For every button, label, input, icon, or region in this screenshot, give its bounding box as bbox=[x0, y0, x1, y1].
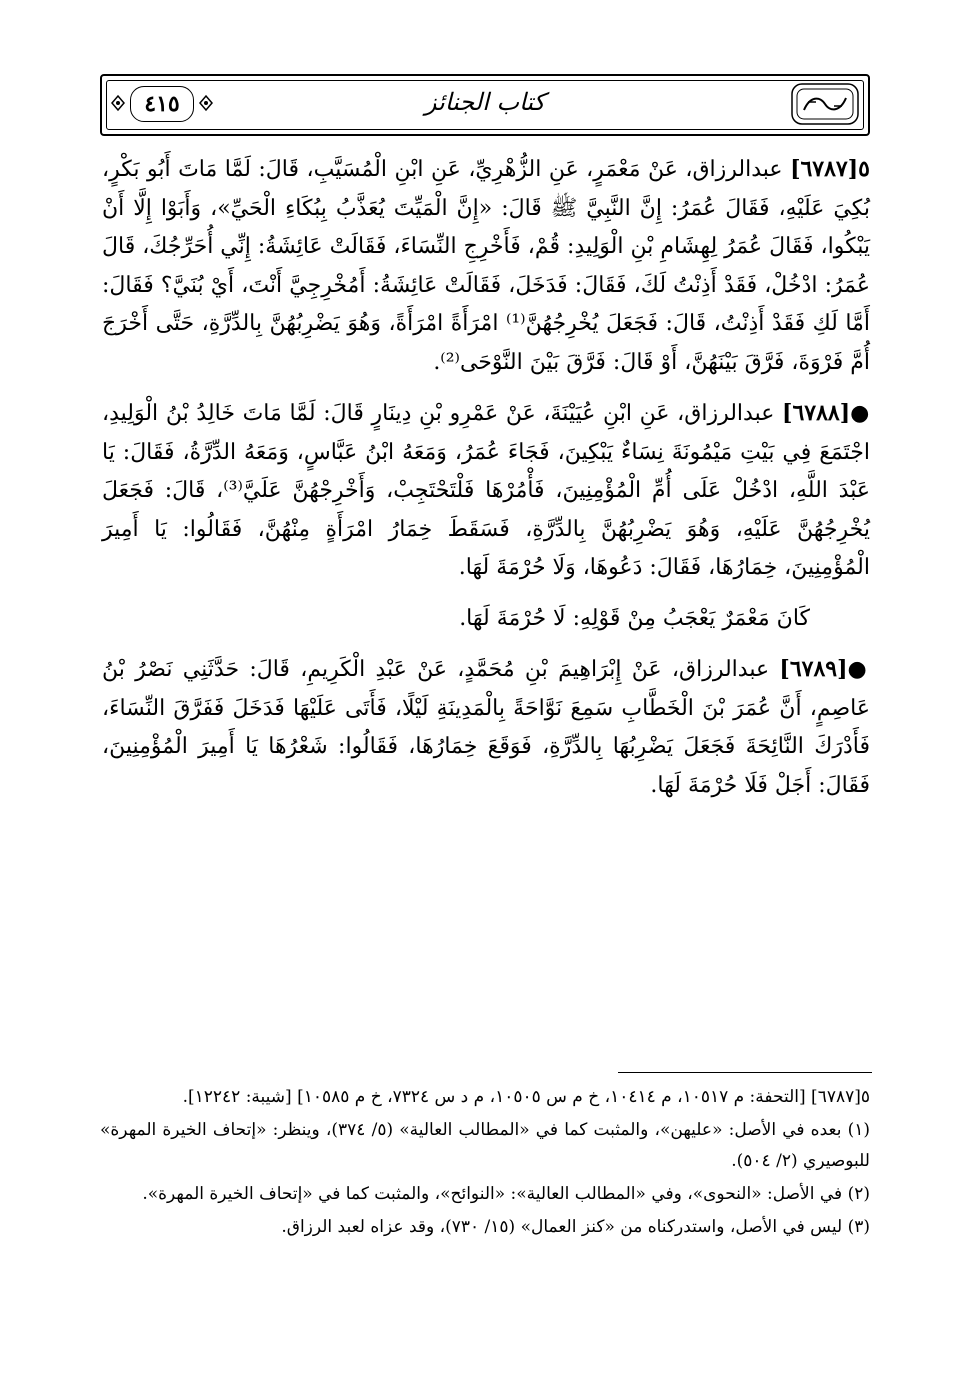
hadith-marker: ● bbox=[847, 656, 870, 682]
footnote bbox=[100, 1115, 870, 1177]
page-number: ٤١٥ bbox=[144, 91, 180, 117]
hadith-entry bbox=[102, 150, 870, 382]
footnote-separator bbox=[618, 1072, 872, 1073]
footnote-label: (٢) bbox=[847, 1184, 870, 1204]
footnote bbox=[100, 1212, 870, 1243]
hadith-text: عبدالرزاق، عَنْ مَعْمَرٍ، عَنِ الزُّهْرِيِّ، عَنِ ابْنِ الْمُسَيَّبِ، قَالَ: لَمَّا مَاتَ أَبُو بَكْرٍ، بُكِيَ عَلَيْهِ، فَقَالَ عُمَرُ: إِنَّ النَّبِيَّ ﷺ قَالَ: «إِنَّ الْمَيِّتَ يُعَذَّبُ بِبُكَاءِ الْحَيِّ»، وَأَبَوْا إِلَّا أَنْ يَبْكُوا، فَقَالَ عُمَرُ لِهِشَامِ بْنِ الْوَلِيدِ: قُمْ، فَأَخْرِجِ النِّسَاءَ، فَقَالَتْ عَائِشَةُ: إِنِّي أُحَرِّجُكَ، قَالَ عُمَرُ: ادْخُلْ، فَقَدْ أَذِنْتُ لَكَ، فَقَالَ: فَدَخَلَ، فَقَالَتْ عَائِشَةُ: أَمُخْرِجِيَّ أَنْتَ، أَيْ بُنَيَّ؟ فَقَالَ: أَمَّا لَكِ فَقَدْ أَذِنْتُ، قَالَ: فَجَعَلَ يُخْرِجُهُنَّ⁽¹⁾ امْرَأَةً امْرَأَةً، وَهُوَ يَضْرِبُهُنَّ بِالدِّرَّةِ، حَتَّى أَخْرَجَ أُمَّ فَرْوَةَ، فَرَّقَ بَيْنَهُنَّ، أَوْ قَالَ: فَرَّقَ بَيْنَ النَّوْحَى⁽²⁾. bbox=[102, 157, 870, 375]
hadith-number: [٦٧٨٩] bbox=[779, 656, 848, 682]
hadith-marker: ٥ bbox=[858, 156, 870, 182]
footnote-text: في الأصل: «النحوى»، وفي «المطالب العالية»: «النوائح»، والمثبت كما في «إتحاف الخيرة المهرة». bbox=[142, 1184, 843, 1204]
footnote-label: (١) bbox=[847, 1120, 871, 1140]
footnote-label: ٥[٦٧٨٧] bbox=[811, 1087, 870, 1107]
page-header bbox=[100, 74, 870, 136]
main-text bbox=[102, 150, 870, 817]
footnote bbox=[100, 1179, 870, 1210]
hadith-text: عبدالرزاق، عَنِ ابْنِ عُيَيْنَةَ، عَنْ عَمْرِو بْنِ دِينَارٍ قَالَ: لَمَّا مَاتَ خَالِدُ بْنُ الْوَلِيدِ، اجْتَمَعَ فِي بَيْتِ مَيْمُونَةَ نِسَاءٌ يَبْكِينَ، فَجَاءَ عُمَرُ، وَمَعَهُ ابْنُ عَبَّاسٍ، وَمَعَهُ الدِّرَّةُ، فَقَالَ: يَا عَبْدَ اللَّهِ، ادْخُلْ عَلَى أُمِّ الْمُؤْمِنِينَ، فَأْمُرْهَا فَلْتَحْتَجِبْ، وَأَخْرِجْهُنَّ عَلَيَّ⁽³⁾، قَالَ: فَجَعَلَ يُخْرِجُهُنَّ عَلَيْهِ، وَهُوَ يَضْرِبُهُنَّ بِالدِّرَّةِ، فَسَقَطَ خِمَارُ امْرَأَةٍ مِنْهُنَّ، فَقَالُوا: يَا أَمِيرَ الْمُؤْمِنِينَ، خِمَارُهَا، فَقَالَ: دَعُوهَا، وَلَا حُرْمَةَ لَهَا. bbox=[102, 401, 870, 580]
footnote-text: بعده في الأصل: «عليهن»، والمثبت كما في «المطالب العالية» (٥/ ٣٧٤)، وينظر: «إتحاف الخيرة المهرة» للبوصيري (٢/ ٥٠٤). bbox=[100, 1120, 870, 1171]
hadith-entry bbox=[102, 394, 870, 588]
hadith-marker: ● bbox=[850, 400, 871, 426]
ornament-icon bbox=[198, 94, 214, 112]
footnote-text: ليس في الأصل، واستدركناه من «كنز العمال» (١٥/ ٧٣٠)، وقد عزاه لعبد الرزاق. bbox=[281, 1217, 843, 1237]
footnotes bbox=[100, 1082, 870, 1245]
page-number-cartouche bbox=[108, 84, 216, 124]
hadith-number: [٦٧٨٨] bbox=[782, 400, 851, 426]
book-title: كتاب الجنائز bbox=[424, 88, 546, 116]
footnote-text: [التحفة: م ١٠٥١٧، م ١٠٤١٤، خ م س ١٠٥٠٥، م د س ٧٣٢٤، خ م ١٠٥٨٥] [شيبة: ١٢٢٤٢]. bbox=[182, 1087, 806, 1107]
ornament-icon bbox=[110, 94, 126, 112]
hadith-note: كَانَ مَعْمَرٌ يَعْجَبُ مِنْ قَوْلِهِ: لَا حُرْمَةَ لَهَا. bbox=[459, 605, 810, 631]
footnote bbox=[100, 1082, 870, 1113]
hadith-entry bbox=[102, 650, 870, 805]
hadith-text: عبدالرزاق، عَنْ إِبْرَاهِيمَ بْنِ مُحَمَّدٍ، عَنْ عَبْدِ الْكَرِيمِ، قَالَ: حَدَّثَنِي نَصْرُ بْنُ عَاصِمٍ، أَنَّ عُمَرَ بْنَ الْخَطَّابِ سَمِعَ نَوَّاحَةً بِالْمَدِينَةِ لَيْلًا، فَأَتَى عَلَيْهَا فَدَخَلَ فَفَرَّقَ النِّسَاءَ، فَأَدْرَكَ النَّائِحَةَ فَجَعَلَ يَضْرِبُهَا بِالدِّرَّةِ، فَوَقَعَ خِمَارُهَا، فَقَالُوا: شَعْرُهَا يَا أَمِيرَ الْمُؤْمِنِينَ، فَقَالَ: أَجَلْ فَلَا حُرْمَةَ لَهَا. bbox=[102, 657, 870, 798]
hadith-number: [٦٧٨٧] bbox=[790, 156, 859, 182]
book-logo-icon bbox=[790, 82, 860, 126]
footnote-label: (٣) bbox=[847, 1217, 870, 1237]
